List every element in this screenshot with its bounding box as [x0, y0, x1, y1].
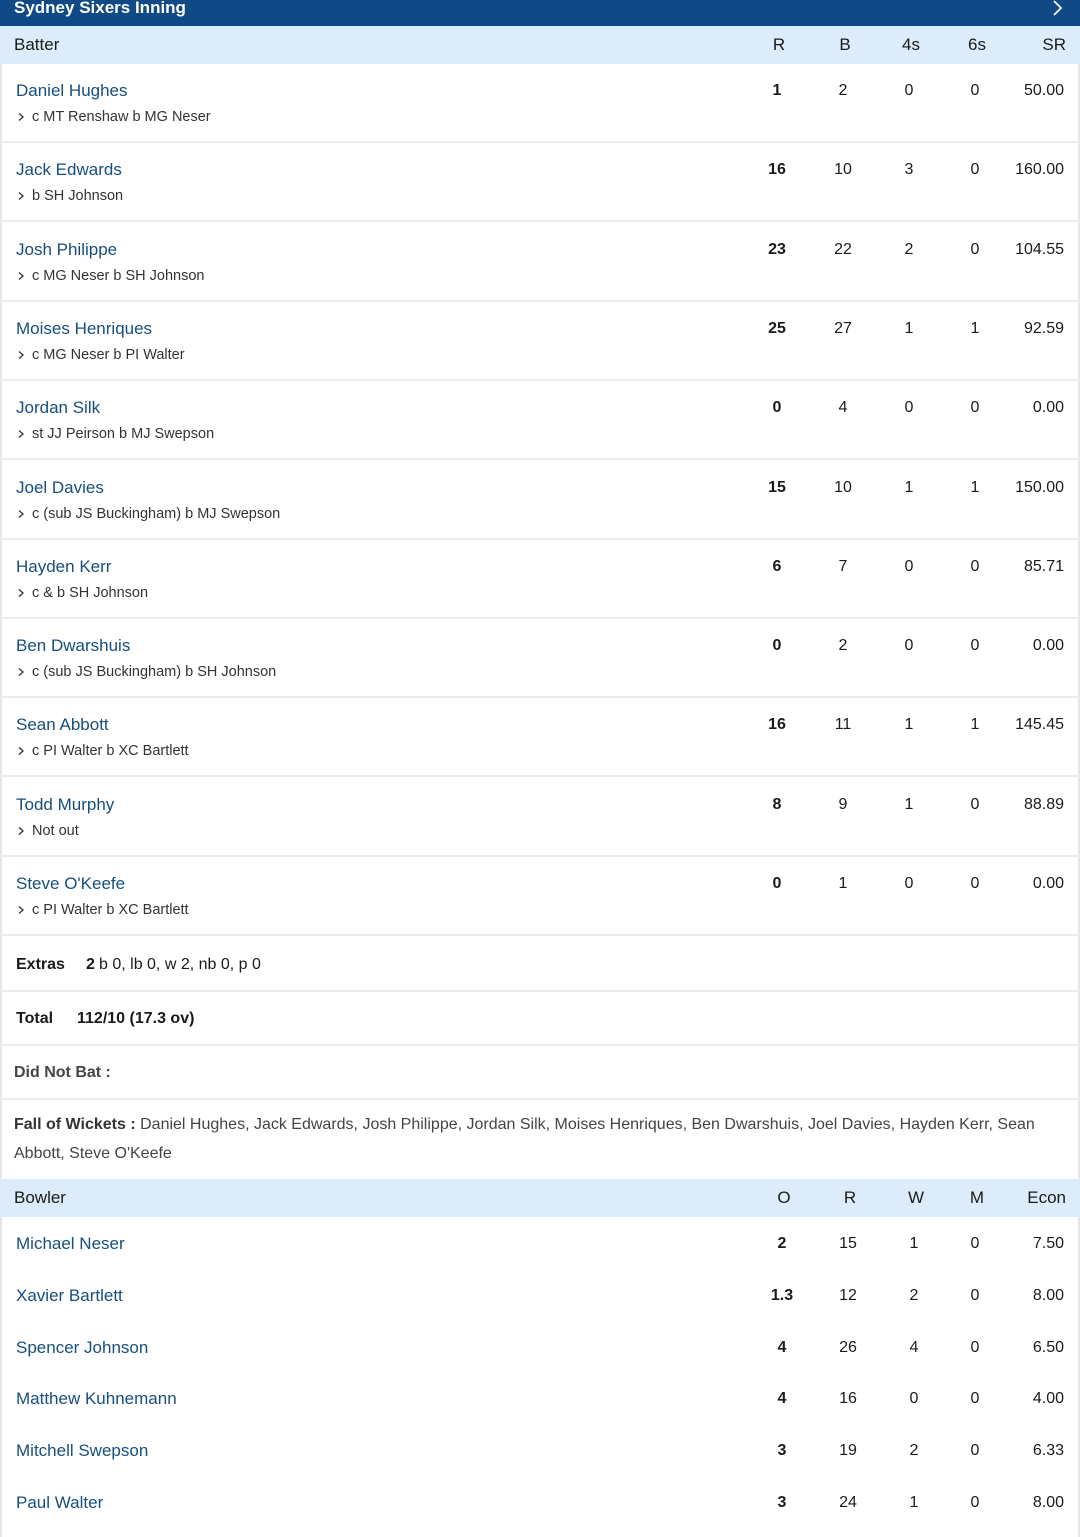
- chevron-right-icon: [16, 826, 26, 836]
- batter-name-link[interactable]: Moises Henriques: [16, 319, 153, 338]
- fours-value: 0: [904, 637, 914, 654]
- balls-value: 11: [834, 716, 852, 733]
- maidens-value: 0: [970, 1287, 980, 1304]
- sixes-value: 1: [970, 716, 980, 733]
- strike-rate-value: 50.00: [1023, 82, 1064, 99]
- runs-column-header: R: [772, 35, 786, 54]
- dismissal-text: c MT Renshaw b MG Neser: [32, 109, 211, 125]
- strike-rate-value: 104.55: [1015, 241, 1064, 258]
- bowling-runs-value: 26: [839, 1339, 857, 1356]
- fours-value: 1: [904, 796, 914, 813]
- runs-value: 23: [768, 241, 786, 258]
- wickets-value: 4: [909, 1339, 919, 1356]
- overs-column-header: O: [777, 1188, 791, 1207]
- balls-value: 10: [834, 479, 852, 496]
- wickets-column-header: W: [907, 1188, 925, 1207]
- overs-value: 2: [777, 1235, 787, 1252]
- maidens-value: 0: [970, 1442, 980, 1459]
- bowler-row[interactable]: [0, 1373, 1080, 1425]
- dismissal-info[interactable]: [16, 743, 189, 759]
- sixes-value: 0: [970, 875, 980, 892]
- overs-value: 3: [777, 1494, 787, 1511]
- strike-rate-value: 160.00: [1015, 161, 1064, 178]
- dismissal-info[interactable]: [16, 902, 189, 918]
- total-value: 112/10 (17.3 ov): [77, 1010, 195, 1027]
- batter-name-link[interactable]: Joel Davies: [16, 478, 104, 497]
- bowler-name-link[interactable]: Paul Walter: [16, 1493, 104, 1512]
- strike-rate-value: 0.00: [1032, 637, 1064, 654]
- dismissal-text: b SH Johnson: [32, 188, 124, 204]
- did-not-bat-row: [0, 1046, 1080, 1100]
- bowling-runs-value: 12: [839, 1287, 857, 1304]
- chevron-right-icon: [16, 905, 26, 915]
- economy-value: 7.50: [1032, 1235, 1064, 1252]
- sixes-value: 0: [970, 637, 980, 654]
- fall-of-wickets-text: Daniel Hughes, Jack Edwards, Josh Philippe, Jordan Silk, Moises Henriques, Ben Dwarshuis, Joel Davies, Hayden Kerr, Sean Abbott, Steve O'Keefe: [14, 1116, 1035, 1162]
- sixes-value: 1: [970, 479, 980, 496]
- sixes-value: 0: [970, 399, 980, 416]
- balls-value: 27: [834, 320, 852, 337]
- runs-value: 1: [772, 82, 782, 99]
- chevron-right-icon: [16, 112, 26, 122]
- strike-rate-value: 92.59: [1023, 320, 1064, 337]
- bowling-runs-value: 15: [839, 1235, 857, 1252]
- batter-name-link[interactable]: Jack Edwards: [16, 160, 122, 179]
- innings-header[interactable]: [0, 0, 1080, 26]
- strike-rate-value: 88.89: [1023, 796, 1064, 813]
- sixes-value: 0: [970, 558, 980, 575]
- batter-row[interactable]: [0, 381, 1080, 460]
- batter-row[interactable]: [0, 857, 1080, 936]
- dismissal-info[interactable]: [16, 823, 79, 839]
- overs-value: 3: [777, 1442, 787, 1459]
- economy-column-header: Econ: [1027, 1188, 1066, 1207]
- sixes-value: 0: [970, 241, 980, 258]
- runs-value: 8: [772, 796, 782, 813]
- fours-value: 3: [904, 161, 914, 178]
- runs-value: 16: [768, 161, 786, 178]
- balls-value: 4: [838, 399, 848, 416]
- maidens-value: 0: [970, 1494, 980, 1511]
- fours-value: 1: [904, 479, 914, 496]
- chevron-right-icon: [16, 191, 26, 201]
- batter-row[interactable]: [0, 540, 1080, 619]
- batter-row[interactable]: [0, 698, 1080, 777]
- dismissal-info[interactable]: [16, 426, 214, 442]
- dismissal-info[interactable]: [16, 109, 211, 125]
- runs-value: 6: [772, 558, 782, 575]
- runs-value: 15: [768, 479, 786, 496]
- balls-value: 9: [838, 796, 848, 813]
- fours-value: 1: [904, 320, 914, 337]
- dismissal-text: Not out: [32, 823, 79, 839]
- runs-value: 25: [768, 320, 786, 337]
- fours-column-header: 4s: [902, 35, 920, 54]
- dismissal-text: c MG Neser b SH Johnson: [32, 268, 205, 284]
- balls-column-header: B: [839, 35, 851, 54]
- economy-value: 6.33: [1032, 1442, 1064, 1459]
- dismissal-text: c MG Neser b PI Walter: [32, 347, 185, 363]
- maidens-value: 0: [970, 1390, 980, 1407]
- runs-value: 16: [768, 716, 786, 733]
- strike-rate-value: 0.00: [1032, 875, 1064, 892]
- chevron-right-icon: [16, 746, 26, 756]
- total-row: [0, 992, 1080, 1046]
- extras-detail: b 0, lb 0, w 2, nb 0, p 0: [99, 956, 261, 973]
- dismissal-info[interactable]: [16, 347, 185, 363]
- economy-value: 8.00: [1032, 1287, 1064, 1304]
- bowler-name-link[interactable]: Michael Neser: [16, 1234, 125, 1253]
- bowling-runs-value: 19: [839, 1442, 857, 1459]
- chevron-right-icon: [16, 509, 26, 519]
- wickets-value: 1: [909, 1235, 919, 1252]
- batter-row[interactable]: [0, 143, 1080, 222]
- batting-table-header: [0, 26, 1080, 64]
- dismissal-text: c & b SH Johnson: [32, 585, 149, 601]
- wickets-value: 2: [909, 1442, 919, 1459]
- dismissal-info[interactable]: [16, 268, 204, 284]
- maidens-value: 0: [970, 1339, 980, 1356]
- bowling-runs-value: 24: [839, 1494, 857, 1511]
- strike-rate-value: 0.00: [1032, 399, 1064, 416]
- sixes-value: 1: [970, 320, 980, 337]
- extras-label: Extras: [16, 956, 65, 973]
- bowler-row[interactable]: [0, 1425, 1080, 1477]
- chevron-right-icon: [1048, 0, 1066, 17]
- dismissal-info[interactable]: [16, 188, 123, 204]
- balls-value: 1: [838, 875, 848, 892]
- runs-value: 0: [772, 637, 782, 654]
- economy-value: 4.00: [1032, 1390, 1064, 1407]
- bowler-row[interactable]: [0, 1218, 1080, 1270]
- sixes-value: 0: [970, 161, 980, 178]
- dismissal-text: c PI Walter b XC Bartlett: [32, 743, 189, 759]
- balls-value: 7: [838, 558, 848, 575]
- overs-value: 4: [777, 1390, 787, 1407]
- chevron-right-icon: [16, 271, 26, 281]
- strike-rate-value: 85.71: [1023, 558, 1064, 575]
- strike-rate-value: 145.45: [1015, 716, 1064, 733]
- batter-name-link[interactable]: Daniel Hughes: [16, 81, 128, 100]
- bowler-row[interactable]: [0, 1477, 1080, 1529]
- dismissal-info[interactable]: [16, 664, 276, 680]
- sixes-value: 0: [970, 82, 980, 99]
- batter-name-link[interactable]: Josh Philippe: [16, 240, 118, 259]
- extras-total: 2: [86, 956, 95, 973]
- balls-value: 2: [838, 637, 848, 654]
- dismissal-text: c (sub JS Buckingham) b SH Johnson: [32, 664, 277, 680]
- balls-value: 2: [838, 82, 848, 99]
- chevron-right-icon: [16, 667, 26, 677]
- overs-value: 4: [777, 1339, 787, 1356]
- bowler-row[interactable]: [0, 1270, 1080, 1322]
- chevron-right-icon: [16, 588, 26, 598]
- bowling-table-header: [0, 1179, 1080, 1217]
- batter-row[interactable]: [0, 778, 1080, 857]
- did-not-bat-label: Did Not Bat :: [14, 1064, 111, 1081]
- strike-rate-column-header: SR: [1042, 35, 1066, 54]
- bowler-name-link[interactable]: Spencer Johnson: [16, 1338, 149, 1357]
- batter-name-link[interactable]: Hayden Kerr: [16, 557, 112, 576]
- chevron-right-icon: [16, 429, 26, 439]
- fours-value: 2: [904, 241, 914, 258]
- innings-title: Sydney Sixers Inning: [14, 0, 186, 17]
- maidens-column-header: M: [969, 1188, 985, 1207]
- sixes-value: 0: [970, 796, 980, 813]
- dismissal-info[interactable]: [16, 585, 148, 601]
- bowling-runs-value: 16: [839, 1390, 857, 1407]
- economy-value: 6.50: [1032, 1339, 1064, 1356]
- fall-of-wickets: [0, 1100, 1080, 1179]
- fall-of-wickets-label: Fall of Wickets :: [14, 1116, 136, 1133]
- bowler-name-link[interactable]: Mitchell Swepson: [16, 1441, 149, 1460]
- fours-value: 1: [904, 716, 914, 733]
- fours-value: 0: [904, 82, 914, 99]
- bowler-row[interactable]: [0, 1322, 1080, 1374]
- chevron-right-icon: [16, 350, 26, 360]
- batter-row[interactable]: [0, 302, 1080, 381]
- batter-row[interactable]: [0, 619, 1080, 698]
- wickets-value: 0: [909, 1390, 919, 1407]
- batter-name-link[interactable]: Sean Abbott: [16, 715, 109, 734]
- fours-value: 0: [904, 875, 914, 892]
- batter-row[interactable]: [0, 461, 1080, 540]
- bowler-column-header: Bowler: [14, 1188, 66, 1207]
- bowler-name-link[interactable]: Matthew Kuhnemann: [16, 1389, 177, 1408]
- batter-row[interactable]: [0, 223, 1080, 302]
- total-label: Total: [16, 1010, 54, 1027]
- strike-rate-value: 150.00: [1015, 479, 1064, 496]
- runs-value: 0: [772, 399, 782, 416]
- dismissal-info[interactable]: [16, 506, 280, 522]
- dismissal-text: c PI Walter b XC Bartlett: [32, 902, 189, 918]
- fours-value: 0: [904, 399, 914, 416]
- batter-name-link[interactable]: Todd Murphy: [16, 795, 115, 814]
- fours-value: 0: [904, 558, 914, 575]
- dismissal-text: c (sub JS Buckingham) b MJ Swepson: [32, 506, 281, 522]
- balls-value: 10: [834, 161, 852, 178]
- wickets-value: 1: [909, 1494, 919, 1511]
- bowler-name-link[interactable]: Xavier Bartlett: [16, 1286, 123, 1305]
- batter-column-header: Batter: [14, 35, 60, 54]
- extras-row: [0, 938, 1080, 992]
- batter-name-link[interactable]: Jordan Silk: [16, 398, 101, 417]
- overs-value: 1.3: [770, 1287, 794, 1304]
- runs-value: 0: [772, 875, 782, 892]
- sixes-column-header: 6s: [968, 35, 986, 54]
- maidens-value: 0: [970, 1235, 980, 1252]
- balls-value: 22: [834, 241, 852, 258]
- bowling-runs-column-header: R: [843, 1188, 857, 1207]
- batter-row[interactable]: [0, 64, 1080, 143]
- economy-value: 8.00: [1032, 1494, 1064, 1511]
- wickets-value: 2: [909, 1287, 919, 1304]
- batter-name-link[interactable]: Ben Dwarshuis: [16, 636, 131, 655]
- batter-name-link[interactable]: Steve O'Keefe: [16, 874, 126, 893]
- dismissal-text: st JJ Peirson b MJ Swepson: [32, 426, 215, 442]
